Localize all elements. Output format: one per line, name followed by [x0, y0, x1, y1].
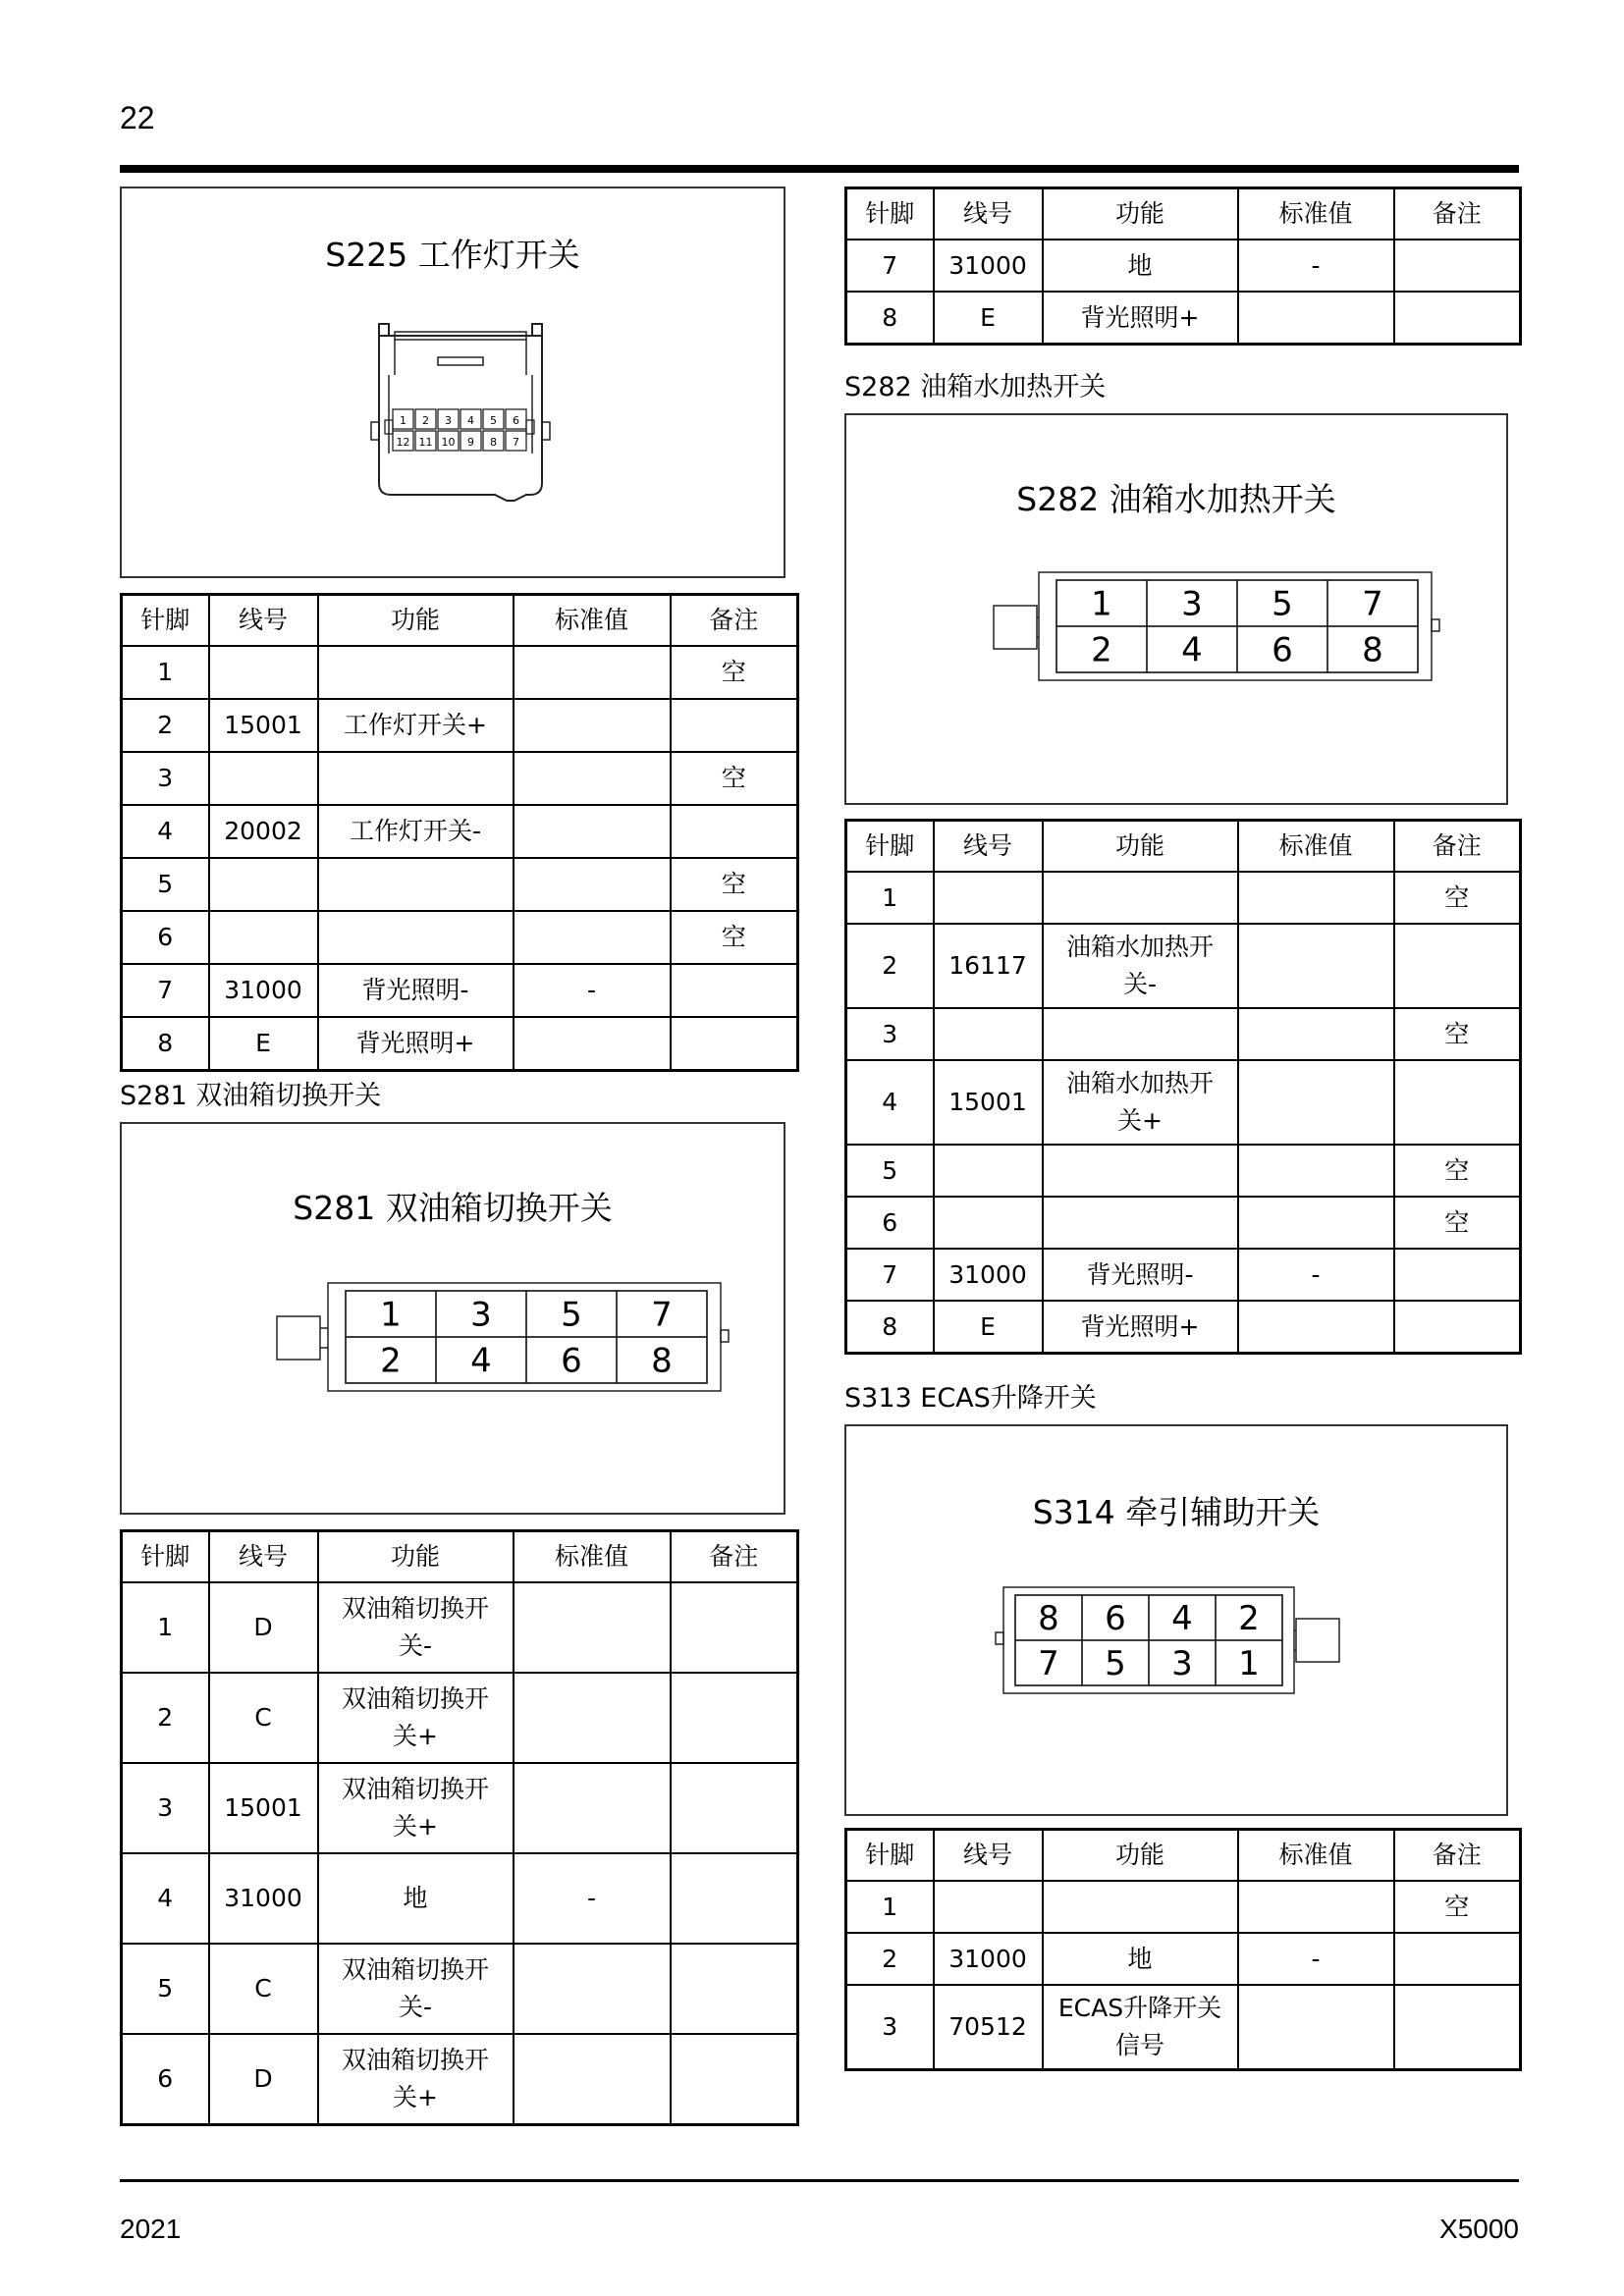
- pin-cell: 6: [122, 2034, 209, 2125]
- pin-header: 针脚: [122, 1531, 209, 1583]
- pin-cell: 5: [122, 1944, 209, 2034]
- standard-value-cell: [514, 2034, 671, 2125]
- s281-connector-diagram: [122, 1124, 787, 1517]
- pin-cell: 7: [846, 240, 934, 292]
- wire-number-cell: 70512: [934, 1985, 1043, 2070]
- standard-value-header: 标准值: [1238, 821, 1394, 873]
- table-row: [846, 1197, 1521, 1249]
- standard-value-header: 标准值: [514, 595, 671, 647]
- connector-pin-number: 5: [1105, 1644, 1126, 1683]
- function-cell: [318, 1763, 514, 1853]
- pin-cell: 4: [846, 1060, 934, 1145]
- function-cell: 背光照明-: [318, 964, 514, 1017]
- function-header: 功能: [1043, 1830, 1238, 1882]
- remark-cell: 空: [1394, 1881, 1521, 1933]
- remark-cell: 空: [671, 752, 798, 805]
- s281-pin-table: [120, 1529, 799, 2126]
- function-cell: [1043, 1060, 1238, 1145]
- wire-number-cell: [934, 1008, 1043, 1060]
- remark-cell: [1394, 1060, 1521, 1145]
- wire-number-cell: 31000: [934, 240, 1043, 292]
- function-cell: [318, 646, 514, 699]
- wire-number-header: 线号: [934, 1830, 1043, 1882]
- connector-pin-number: 8: [1362, 630, 1383, 670]
- connector-pin-number: 1: [1238, 1644, 1260, 1683]
- table-row: [122, 699, 798, 752]
- table-row: [846, 1985, 1521, 2070]
- wire-number-cell: 15001: [934, 1060, 1043, 1145]
- table-row: [846, 292, 1521, 345]
- connector-pin-number: 1: [400, 414, 406, 427]
- connector-pin-number: 7: [1038, 1644, 1059, 1683]
- pin-cell: 8: [846, 1301, 934, 1354]
- standard-value-cell: [1238, 1301, 1394, 1354]
- wire-number-cell: C: [209, 1673, 318, 1763]
- pin-header: 针脚: [846, 188, 934, 240]
- pin-cell: 3: [122, 1763, 209, 1853]
- table-row: [122, 1673, 798, 1763]
- wire-number-cell: D: [209, 2034, 318, 2125]
- s314-figure: [844, 1424, 1508, 1816]
- wire-number-cell: E: [934, 1301, 1043, 1354]
- function-cell: 背光照明+: [318, 1017, 514, 1071]
- s281-caption: S281 双油箱切换开关: [120, 1081, 382, 1111]
- connector-pin-number: 4: [1181, 630, 1203, 670]
- connector-pin-number: 11: [418, 436, 433, 449]
- connector-pin-number: 8: [651, 1341, 673, 1381]
- function-cell: [318, 752, 514, 805]
- footer-year: 2021: [120, 2214, 182, 2244]
- pin-cell: 8: [122, 1017, 209, 1071]
- standard-value-header: 标准值: [1238, 188, 1394, 240]
- s313-pin-table: [844, 1828, 1522, 2071]
- function-cell: [1043, 924, 1238, 1008]
- function-cell: [1043, 1145, 1238, 1197]
- table-header-row: [122, 595, 798, 647]
- table-row: [122, 858, 798, 911]
- remark-cell: [671, 1944, 798, 2034]
- cell-line: 关-: [398, 1993, 433, 2021]
- remark-cell: 空: [671, 646, 798, 699]
- pin-header: 针脚: [846, 1830, 934, 1882]
- standard-value-cell: [1238, 1881, 1394, 1933]
- function-header: 功能: [1043, 821, 1238, 873]
- function-cell: [318, 1582, 514, 1673]
- remark-cell: 空: [671, 911, 798, 964]
- standard-value-cell: [1238, 924, 1394, 1008]
- pin-cell: 1: [846, 1881, 934, 1933]
- connector-pin-number: 6: [1105, 1599, 1126, 1638]
- standard-value-cell: [514, 1944, 671, 2034]
- remark-cell: [671, 699, 798, 752]
- table-header-row: [846, 821, 1521, 873]
- pin-cell: 2: [846, 1933, 934, 1985]
- standard-value-cell: -: [514, 964, 671, 1017]
- remark-cell: [671, 1017, 798, 1071]
- remark-cell: 空: [671, 858, 798, 911]
- remark-cell: [1394, 1933, 1521, 1985]
- table-row: [122, 805, 798, 858]
- cell-line: 双油箱切换开: [341, 1594, 489, 1623]
- remark-cell: [671, 1673, 798, 1763]
- table-row: [122, 646, 798, 699]
- s225-pin-table: [120, 593, 799, 1072]
- remark-cell: 空: [1394, 1145, 1521, 1197]
- table-header-row: [846, 1830, 1521, 1882]
- connector-pin-number: 3: [1181, 584, 1203, 624]
- remark-header: 备注: [1394, 188, 1521, 240]
- pin-cell: 3: [122, 752, 209, 805]
- standard-value-cell: [1238, 1145, 1394, 1197]
- connector-pin-number: 7: [513, 436, 519, 449]
- function-cell: [1043, 1249, 1238, 1301]
- connector-pin-number: 3: [470, 1295, 492, 1335]
- cell-line: 双油箱切换开: [341, 1684, 489, 1713]
- standard-value-cell: [514, 911, 671, 964]
- remark-cell: [1394, 292, 1521, 345]
- standard-value-cell: [514, 858, 671, 911]
- function-header: 功能: [318, 1531, 514, 1583]
- connector-pin-number: 7: [1362, 584, 1383, 624]
- table-header-row: [846, 188, 1521, 240]
- table-row: [122, 964, 798, 1017]
- remark-cell: [1394, 1985, 1521, 2070]
- standard-value-cell: [514, 1673, 671, 1763]
- connector-pin-number: 8: [490, 436, 497, 449]
- wire-number-cell: [934, 1881, 1043, 1933]
- s282-figure-title: S282 油箱水加热开关: [1016, 480, 1336, 518]
- connector-pin-number: 6: [513, 414, 519, 427]
- wire-number-cell: C: [209, 1944, 318, 2034]
- table-row: [122, 1017, 798, 1071]
- pin-cell: 7: [122, 964, 209, 1017]
- standard-value-cell: [1238, 292, 1394, 345]
- connector-pin-number: 4: [467, 414, 474, 427]
- pin-cell: 3: [846, 1985, 934, 2070]
- remark-cell: 空: [1394, 1008, 1521, 1060]
- cell-line: 双油箱切换开: [341, 2046, 489, 2074]
- remark-header: 备注: [671, 595, 798, 647]
- s314-connector-diagram: [846, 1426, 1510, 1818]
- remark-cell: [1394, 1301, 1521, 1354]
- table-row: [122, 1763, 798, 1853]
- function-cell: [318, 858, 514, 911]
- wire-number-cell: [209, 858, 318, 911]
- table-row: [846, 1933, 1521, 1985]
- wire-number-cell: 16117: [934, 924, 1043, 1008]
- table-row: [846, 1008, 1521, 1060]
- remark-cell: [1394, 240, 1521, 292]
- remark-header: 备注: [1394, 1830, 1521, 1882]
- wire-number-header: 线号: [209, 595, 318, 647]
- cell-line: 关-: [1122, 970, 1158, 998]
- table-header-row: [122, 1531, 798, 1583]
- cell-line: 背光照明-: [1086, 1259, 1194, 1289]
- s282-connector-diagram: [846, 415, 1510, 807]
- table-row: [846, 240, 1521, 292]
- function-cell: [1043, 1881, 1238, 1933]
- cell-line: 地: [403, 1884, 428, 1912]
- table-row: [122, 2034, 798, 2125]
- table-row: [122, 1853, 798, 1944]
- connector-pin-number: 4: [1171, 1599, 1193, 1638]
- footer-model: X5000: [1439, 2214, 1519, 2244]
- table-row: [846, 1881, 1521, 1933]
- connector-pin-number: 2: [380, 1341, 402, 1381]
- s282-caption: S282 油箱水加热开关: [844, 372, 1107, 402]
- table-row: [846, 1145, 1521, 1197]
- connector-pin-number: 2: [1091, 630, 1112, 670]
- connector-pin-number: 5: [1272, 584, 1293, 624]
- standard-value-cell: [1238, 872, 1394, 924]
- standard-value-cell: [514, 646, 671, 699]
- standard-value-cell: [514, 752, 671, 805]
- wire-number-header: 线号: [934, 188, 1043, 240]
- pin-cell: 2: [122, 699, 209, 752]
- standard-value-cell: -: [1238, 240, 1394, 292]
- wire-number-cell: 31000: [934, 1249, 1043, 1301]
- s225-connector-diagram: [122, 188, 787, 580]
- connector-pin-number: 1: [1091, 584, 1112, 624]
- standard-value-cell: [1238, 1060, 1394, 1145]
- cell-line: 地: [1127, 1944, 1153, 1973]
- pin-cell: 5: [122, 858, 209, 911]
- s281-figure: [120, 1122, 785, 1515]
- pin-cell: 1: [122, 646, 209, 699]
- pin-header: 针脚: [846, 821, 934, 873]
- function-cell: 工作灯开关+: [318, 699, 514, 752]
- s282-figure: [844, 413, 1508, 805]
- table-row: [846, 1060, 1521, 1145]
- pin-cell: 5: [846, 1145, 934, 1197]
- remark-cell: 空: [1394, 1197, 1521, 1249]
- standard-value-cell: [1238, 1197, 1394, 1249]
- function-cell: [1043, 1008, 1238, 1060]
- pin-cell: 6: [846, 1197, 934, 1249]
- page-number: 22: [120, 100, 155, 135]
- wire-number-cell: [934, 1145, 1043, 1197]
- pin-cell: 3: [846, 1008, 934, 1060]
- standard-value-cell: [1238, 1008, 1394, 1060]
- wire-number-cell: 31000: [934, 1933, 1043, 1985]
- pin-cell: 2: [846, 924, 934, 1008]
- wire-number-cell: 15001: [209, 1763, 318, 1853]
- connector-pin-number: 10: [441, 436, 456, 449]
- wire-number-cell: [209, 752, 318, 805]
- wire-number-cell: 31000: [209, 964, 318, 1017]
- standard-value-cell: -: [1238, 1933, 1394, 1985]
- table-row: [846, 1301, 1521, 1354]
- connector-pin-number: 3: [445, 414, 452, 427]
- remark-cell: [671, 2034, 798, 2125]
- connector-pin-number: 5: [490, 414, 497, 427]
- table-row: [122, 911, 798, 964]
- wire-number-header: 线号: [209, 1531, 318, 1583]
- function-header: 功能: [1043, 188, 1238, 240]
- wire-number-cell: [209, 646, 318, 699]
- pin-cell: 6: [122, 911, 209, 964]
- cell-line: 关+: [393, 1722, 438, 1750]
- pin-cell: 1: [122, 1582, 209, 1673]
- standard-value-header: 标准值: [1238, 1830, 1394, 1882]
- wire-number-cell: [934, 872, 1043, 924]
- wire-number-cell: E: [209, 1017, 318, 1071]
- connector-pin-number: 3: [1171, 1644, 1193, 1683]
- connector-pin-number: 12: [396, 436, 410, 449]
- standard-value-cell: [514, 1763, 671, 1853]
- pin-cell: 4: [122, 1853, 209, 1944]
- standard-value-cell: [514, 699, 671, 752]
- wire-number-cell: E: [934, 292, 1043, 345]
- table-row: [846, 872, 1521, 924]
- connector-latch: [526, 420, 534, 434]
- pin-cell: 2: [122, 1673, 209, 1763]
- connector-pin-number: 6: [1272, 630, 1293, 670]
- remark-header: 备注: [1394, 821, 1521, 873]
- s225-continued-pin-table: [844, 187, 1522, 346]
- standard-value-cell: [1238, 1985, 1394, 2070]
- s282-pin-table: [844, 819, 1522, 1355]
- standard-value-cell: [514, 1017, 671, 1071]
- s313-caption: S313 ECAS升降开关: [844, 1383, 1097, 1414]
- wire-number-cell: 31000: [209, 1853, 318, 1944]
- remark-cell: [1394, 1249, 1521, 1301]
- wire-number-cell: 15001: [209, 699, 318, 752]
- wire-number-header: 线号: [934, 821, 1043, 873]
- table-row: [846, 1249, 1521, 1301]
- s225-figure-title: S225 工作灯开关: [325, 236, 580, 274]
- wire-number-cell: [209, 911, 318, 964]
- remark-cell: [1394, 924, 1521, 1008]
- function-cell: 地: [1043, 240, 1238, 292]
- function-cell: [1043, 1197, 1238, 1249]
- standard-value-header: 标准值: [514, 1531, 671, 1583]
- footer-rule: [120, 2179, 1519, 2182]
- standard-value-cell: -: [1238, 1249, 1394, 1301]
- remark-cell: [671, 805, 798, 858]
- s314-figure-title: S314 牵引辅助开关: [1032, 1493, 1321, 1531]
- cell-line: 关-: [398, 1631, 433, 1660]
- pin-cell: 1: [846, 872, 934, 924]
- standard-value-cell: -: [514, 1853, 671, 1944]
- table-row: [846, 924, 1521, 1008]
- connector-pin-number: 4: [470, 1341, 492, 1381]
- function-cell: [1043, 1933, 1238, 1985]
- cell-line: ECAS升降开关: [1057, 1994, 1222, 2022]
- remark-cell: [671, 1582, 798, 1673]
- pin-header: 针脚: [122, 595, 209, 647]
- function-cell: [318, 2034, 514, 2125]
- s281-figure-title: S281 双油箱切换开关: [293, 1189, 613, 1227]
- wire-number-cell: [934, 1197, 1043, 1249]
- s225-figure: [120, 187, 785, 578]
- cell-line: 关+: [393, 1812, 438, 1841]
- pin-cell: 7: [846, 1249, 934, 1301]
- remark-header: 备注: [671, 1531, 798, 1583]
- cell-line: 油箱水加热开: [1065, 1069, 1214, 1097]
- function-cell: 工作灯开关-: [318, 805, 514, 858]
- remark-cell: [671, 1763, 798, 1853]
- connector-pin-number: 1: [380, 1295, 402, 1335]
- cell-line: 关+: [393, 2083, 438, 2111]
- header-rule: [120, 165, 1519, 173]
- remark-cell: [671, 964, 798, 1017]
- table-row: [122, 752, 798, 805]
- function-cell: [318, 1944, 514, 2034]
- connector-pin-number: 7: [651, 1295, 673, 1335]
- connector-pin-number: 5: [561, 1295, 582, 1335]
- wire-number-cell: 20002: [209, 805, 318, 858]
- connector-pin-number: 6: [561, 1341, 582, 1381]
- function-cell: [318, 1853, 514, 1944]
- cell-line: 双油箱切换开: [341, 1955, 489, 1984]
- cell-line: 关+: [1117, 1106, 1163, 1135]
- function-header: 功能: [318, 595, 514, 647]
- pin-cell: 8: [846, 292, 934, 345]
- cell-line: 双油箱切换开: [341, 1775, 489, 1803]
- function-cell: [1043, 1985, 1238, 2070]
- standard-value-cell: [514, 1582, 671, 1673]
- function-cell: 背光照明+: [1043, 292, 1238, 345]
- function-cell: [1043, 1301, 1238, 1354]
- function-cell: [1043, 872, 1238, 924]
- connector-pin-number: 8: [1038, 1599, 1059, 1638]
- table-row: [122, 1582, 798, 1673]
- table-row: [122, 1944, 798, 2034]
- connector-pin-number: 2: [422, 414, 429, 427]
- wire-number-cell: D: [209, 1582, 318, 1673]
- cell-line: 信号: [1114, 2031, 1164, 2059]
- pin-cell: 4: [122, 805, 209, 858]
- remark-cell: [671, 1853, 798, 1944]
- cell-line: 背光照明+: [1080, 1311, 1200, 1341]
- connector-pin-number: 9: [467, 436, 474, 449]
- standard-value-cell: [514, 805, 671, 858]
- connector-pin-number: 2: [1238, 1599, 1260, 1638]
- cell-line: 油箱水加热开: [1065, 933, 1214, 961]
- function-cell: [318, 1673, 514, 1763]
- remark-cell: 空: [1394, 872, 1521, 924]
- function-cell: [318, 911, 514, 964]
